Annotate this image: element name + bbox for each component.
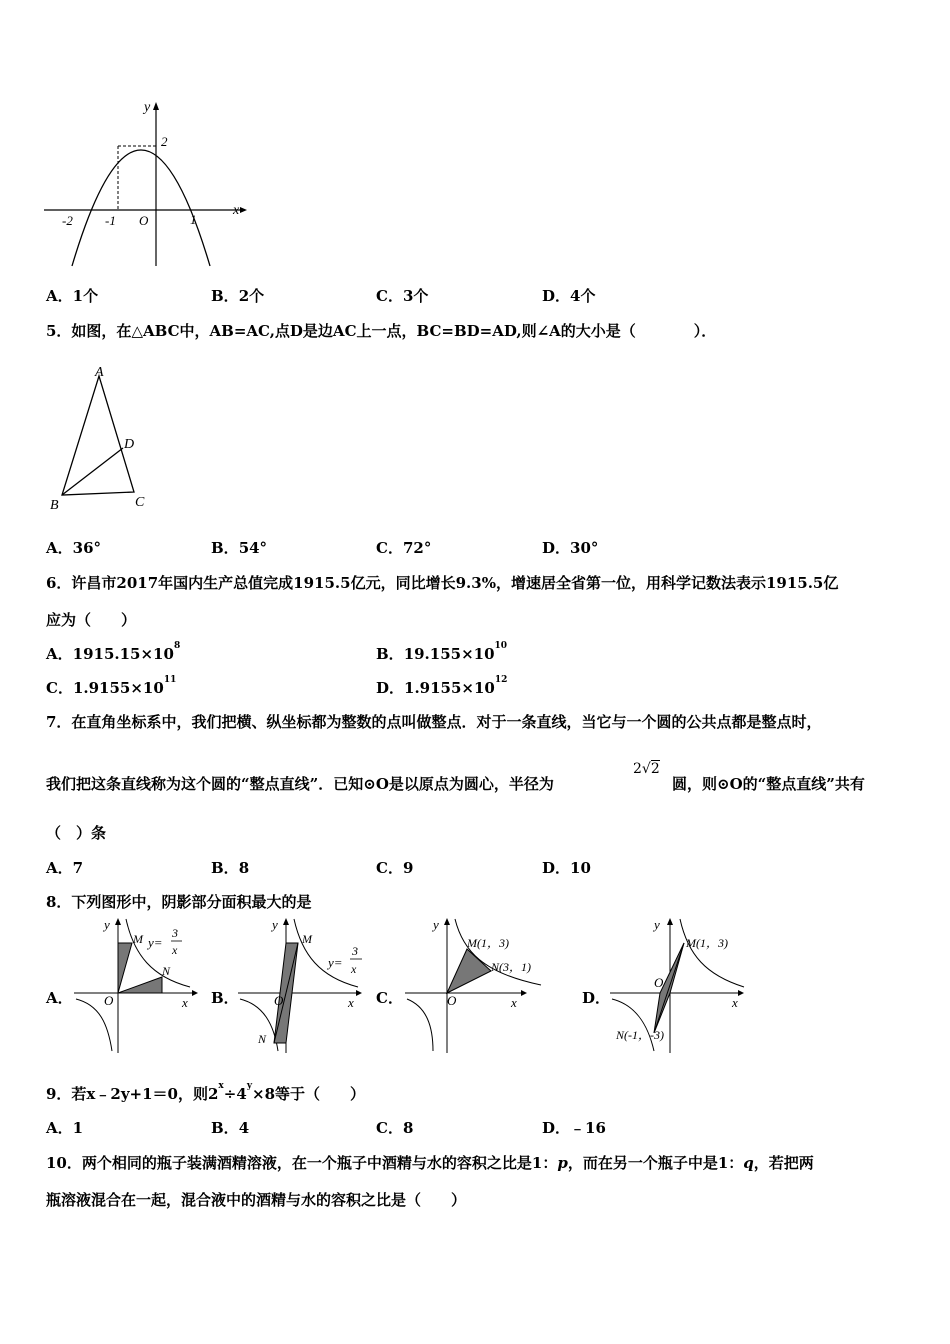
svg-text:N: N xyxy=(162,964,171,978)
svg-text:y=: y= xyxy=(148,935,163,950)
svg-text:x: x xyxy=(732,995,738,1010)
q7-option-c: C．9 xyxy=(376,859,414,877)
q4-option-b: B．2个 xyxy=(211,287,265,305)
svg-text:x: x xyxy=(172,943,178,957)
svg-text:y: y xyxy=(654,917,660,932)
svg-text:N(3，1): N(3，1) xyxy=(491,960,531,974)
shaded-region-2 xyxy=(118,977,162,993)
hyperbola-branch-1 xyxy=(126,919,190,987)
svg-text:M(1，3): M(1，3) xyxy=(686,936,728,950)
q7-option-b: B．8 xyxy=(211,859,250,877)
q7-stem-line2a: 我们把这条直线称为这个圆的“整点直线”．已知⊙O是以原点为圆心，半径为 xyxy=(46,775,554,793)
q5-stem: 5．如图，在△ABC中，AB=AC,点D是边AC上一点，BC=BD=AD,则∠A的大小是（ ）． xyxy=(46,322,717,340)
label-neg1: -1 xyxy=(105,213,116,228)
x-label: x xyxy=(233,203,240,218)
svg-text:O: O xyxy=(447,993,457,1008)
svg-text:3: 3 xyxy=(352,944,358,958)
q7-radius-expression: 2√2 xyxy=(633,761,660,777)
q7-stem-line3: （ ）条 xyxy=(46,824,107,842)
q4-parabola-graph xyxy=(40,98,250,270)
q8-graph-c xyxy=(403,915,553,1055)
q4-option-d: D．4个 xyxy=(542,287,596,305)
q5-option-c: C．72° xyxy=(376,539,432,557)
label-1: 1 xyxy=(190,212,197,227)
q9-option-d: D．﹣16 xyxy=(542,1119,606,1137)
svg-text:y=: y= xyxy=(328,955,343,970)
svg-text:x: x xyxy=(511,995,517,1010)
q6-stem-line2: 应为（ ） xyxy=(46,611,137,629)
q6-option-b: B．$19.155\times 10^{10}$ xyxy=(376,641,508,663)
q5-triangle-figure xyxy=(44,362,164,517)
label-origin: O xyxy=(139,213,149,228)
y-axis-arrow xyxy=(153,102,159,110)
svg-text:O: O xyxy=(654,975,664,990)
q7-option-d: D．10 xyxy=(542,859,591,877)
svg-text:N: N xyxy=(258,1032,267,1046)
q8-option-d-letter: D． xyxy=(582,989,611,1007)
q7-option-a: A．7 xyxy=(46,859,84,877)
svg-text:y: y xyxy=(433,917,439,932)
triangle-abc xyxy=(62,376,134,495)
q10-stem-line1: 10．两个相同的瓶子装满酒精溶液，在一个瓶子中酒精与水的容积之比是1：p，而在另一个瓶子中是1：q，若把两 xyxy=(46,1154,814,1172)
q6-option-a: A．$1915.15\times 10^8$ xyxy=(46,641,181,663)
q6-option-c: C．$1.9155\times 10^{11}$ xyxy=(46,675,177,697)
q6-option-d: D．$1.9155\times 10^{12}$ xyxy=(376,675,508,697)
shaded-region-1 xyxy=(118,943,132,993)
q9-option-a: A．1 xyxy=(46,1119,84,1137)
vertex-c: C xyxy=(135,495,145,510)
q7-stem-line2b: 圆，则⊙O的“整点直线”共有 xyxy=(672,775,865,793)
q8-stem: 8．下列图形中，阴影部分面积最大的是 xyxy=(46,893,312,911)
q5-option-d: D．30° xyxy=(542,539,599,557)
q8-graph-d xyxy=(608,915,748,1055)
svg-text:y: y xyxy=(104,917,110,932)
q10-stem-line2: 瓶溶液混合在一起，混合液中的酒精与水的容积之比是（ ） xyxy=(46,1191,467,1209)
svg-text:M: M xyxy=(302,932,312,946)
vertex-a: A xyxy=(95,365,104,380)
q5-option-b: B．54° xyxy=(211,539,268,557)
svg-text:O: O xyxy=(274,993,284,1008)
svg-text:x: x xyxy=(182,995,188,1010)
svg-text:x: x xyxy=(348,995,354,1010)
svg-text:3: 3 xyxy=(172,926,178,940)
svg-text:O: O xyxy=(104,993,114,1008)
parabola-curve xyxy=(72,150,210,266)
q8-option-a-letter: A． xyxy=(46,989,73,1007)
q7-stem-line1: 7．在直角坐标系中，我们把横、纵坐标都为整数的点叫做整点．对于一条直线，当它与一个圆的公共点都是整点时， xyxy=(46,713,822,731)
q8-option-b-letter: B． xyxy=(211,989,239,1007)
svg-text:y: y xyxy=(272,917,278,932)
q8-graph-b xyxy=(236,915,364,1055)
segment-bd xyxy=(62,448,123,495)
label-neg2: -2 xyxy=(62,213,73,228)
q9-stem: 9．若x﹣2y+1＝0，则$2^x\div 4^y\times 8$等于（ ） xyxy=(46,1081,366,1103)
q5-option-a: A．36° xyxy=(46,539,102,557)
svg-text:x: x xyxy=(351,962,357,976)
q6-stem-line1: 6．许昌市2017年国内生产总值完成1915.5亿元，同比增长9.3%，增速居全省第一位，用科学记数法表示1915.5亿 xyxy=(46,574,839,592)
q8-graph-a xyxy=(72,915,200,1055)
svg-text:M: M xyxy=(133,932,143,946)
y-label: y xyxy=(144,100,151,115)
svg-text:N(-1，-3): N(-1，-3) xyxy=(616,1028,664,1042)
q8-option-c-letter: C． xyxy=(376,989,403,1007)
q4-option-c: C．3个 xyxy=(376,287,429,305)
q9-option-c: C．8 xyxy=(376,1119,414,1137)
x-axis-arrow xyxy=(240,207,247,213)
svg-text:M(1，3): M(1，3) xyxy=(467,936,509,950)
shaded-region xyxy=(447,949,491,993)
label-2: 2 xyxy=(161,134,168,149)
q4-option-a: A．1个 xyxy=(46,287,99,305)
q9-option-b: B．4 xyxy=(211,1119,250,1137)
vertex-d: D xyxy=(124,437,135,452)
vertex-b: B xyxy=(50,498,59,513)
